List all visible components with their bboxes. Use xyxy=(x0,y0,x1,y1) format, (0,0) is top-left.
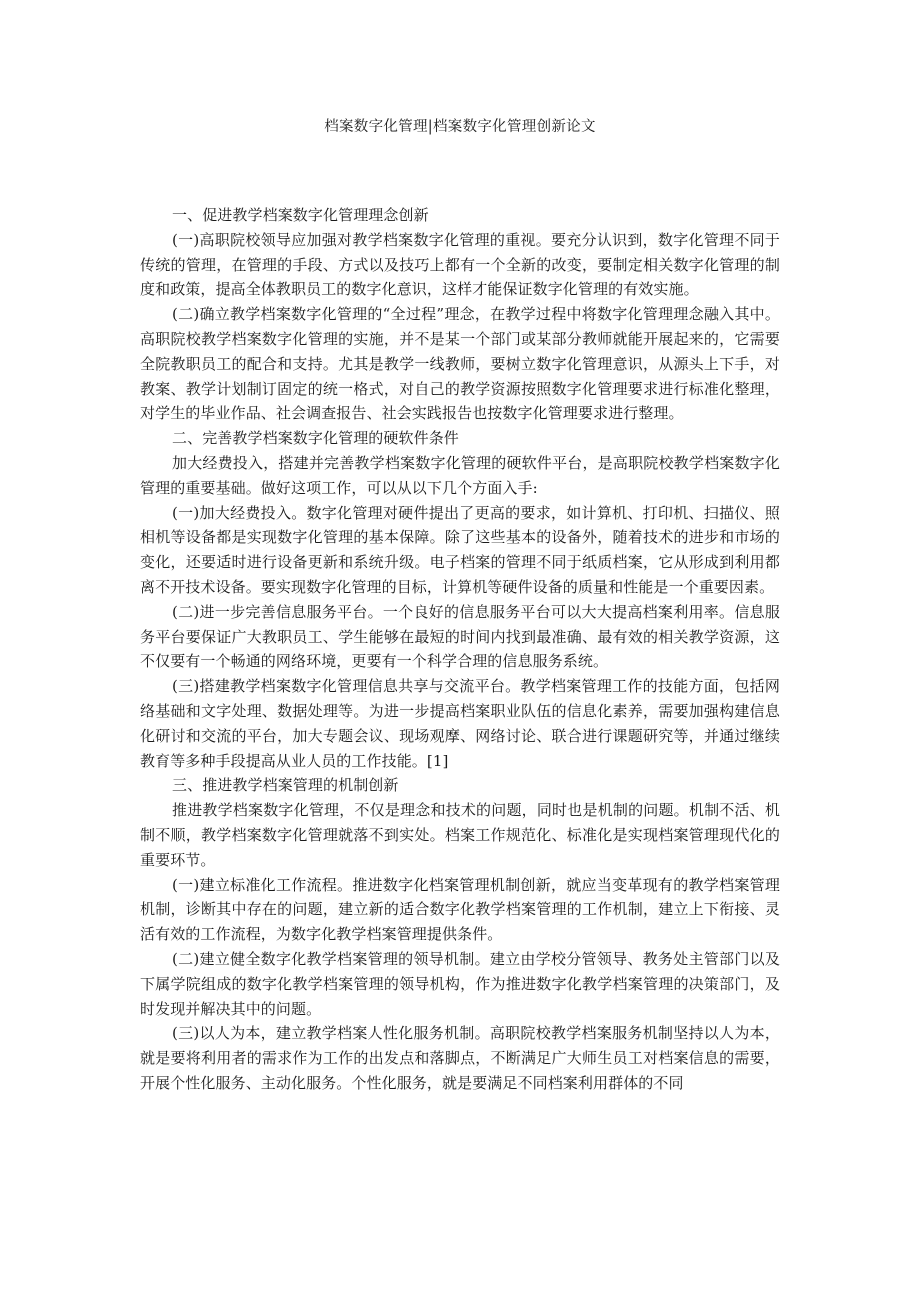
paragraph: (二)进一步完善信息服务平台。一个良好的信息服务平台可以大大提高档案利用率。信息服务平台要保证广大教职员工、学生能够在最短的时间内找到最准确、最有效的相关教学资源，这不仅要有一个畅通的网络环境，更要有一个科学合理的信息服务系统。 xyxy=(140,602,780,671)
section-heading-2: 二、完善教学档案数字化管理的硬软件条件 xyxy=(172,429,459,448)
paragraph: (一)高职院校领导应加强对教学档案数字化管理的重视。要充分认识到，数字化管理不同于传统的管理，在管理的手段、方式以及技巧上都有一个全新的改变，要制定相关数字化管理的制度和政策，提高全体教职员工的数字化意识，这样才能保证数字化管理的有效实施。 xyxy=(140,230,780,299)
paragraph: 加大经费投入，搭建并完善教学档案数字化管理的硬软件平台，是高职院校教学档案数字化管理的重要基础。做好这项工作，可以从以下几个方面入手: xyxy=(140,453,780,497)
paragraph: (一)建立标准化工作流程。推进数字化档案管理机制创新，就应当变革现有的教学档案管理机制，诊断其中存在的问题，建立新的适合数字化教学档案管理的工作机制，建立上下衔接、灵活有效的工作流程，为数字化教学档案管理提供条件。 xyxy=(140,875,780,944)
document-title: 档案数字化管理|档案数字化管理创新论文 xyxy=(324,119,596,135)
paragraph: 推进教学档案数字化管理，不仅是理念和技术的问题，同时也是机制的问题。机制不活、机制不顺，教学档案数字化管理就落不到实处。档案工作规范化、标准化是实现档案管理现代化的重要环节。 xyxy=(140,801,780,869)
paragraph: (二)建立健全数字化教学档案管理的领导机制。建立由学校分管领导、教务处主管部门以及下属学院组成的数字化教学档案管理的领导机构，作为推进数字化教学档案管理的决策部门，及时发现并解决其中的问题。 xyxy=(140,949,780,1018)
paragraph: (一)加大经费投入。数字化管理对硬件提出了更高的要求，如计算机、打印机、扫描仪、照相机等设备都是实现数字化管理的基本保障。除了这些基本的设备外，随着技术的进步和市场的变化，还要适时进行设备更新和系统升级。电子档案的管理不同于纸质档案，它从形成到利用都离不开技术设备。要实现数字化管理的目标，计算机等硬件设备的质量和性能是一个重要因素。 xyxy=(140,503,780,596)
paragraph: (三)以人为本，建立教学档案人性化服务机制。高职院校教学档案服务机制坚持以人为本，就是要将利用者的需求作为工作的出发点和落脚点，不断满足广大师生员工对档案信息的需要，开展个性化服务、主动化服务。个性化服务，就是要满足不同档案利用群体的不同 xyxy=(140,1024,780,1092)
section-heading-3: 三、推进教学档案管理的机制创新 xyxy=(172,776,399,795)
document-body xyxy=(140,203,780,1096)
paragraph: (二)确立教学档案数字化管理的“全过程”理念，在教学过程中将数字化管理理念融入其中。高职院校教学档案数字化管理的实施，并不是某一个部门或某部分教师就能开展起来的，它需要全院教职员工的配合和支持。尤其是教学一线教师，要树立数字化管理意识，从源头上下手，对教案、教学计划制订固定的统一格式，对自己的教学资源按照数字化管理要求进行标准化整理，对学生的毕业作品、社会调查报告、社会实践报告也按数字化管理要求进行整理。 xyxy=(140,305,780,423)
section-heading-1: 一、促进教学档案数字化管理理念创新 xyxy=(172,206,429,224)
paragraph: (三)搭建教学档案数字化管理信息共享与交流平台。教学档案管理工作的技能方面，包括网络基础和文字处理、数据处理等。为进一步提高档案职业队伍的信息化素养，需要加强构建信息化研讨和交流的平台，加大专题会议、现场观摩、网络讨论、联合进行课题研究等，并通过继续教育等多种手段提高从业人员的工作技能。[1] xyxy=(140,677,780,770)
